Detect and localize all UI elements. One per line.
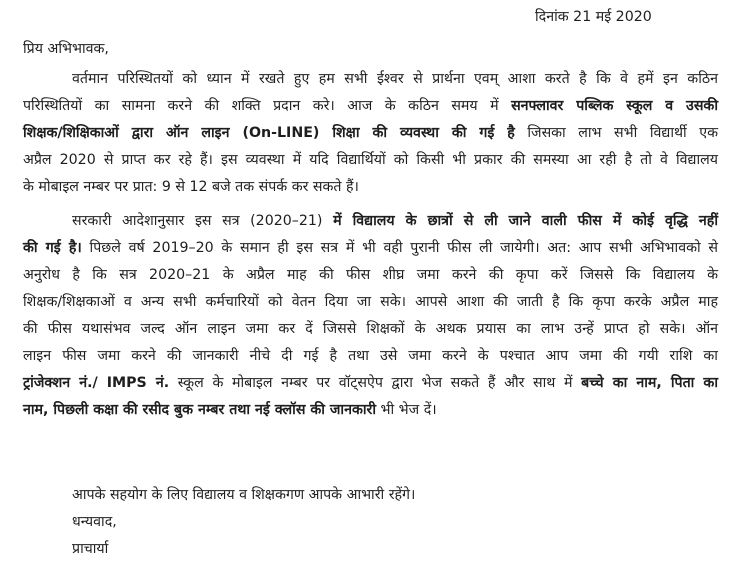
para2-line2 — [23, 235, 718, 262]
closing-thanks: आपके सहयोग के लिए विद्यालय व शिक्षकगण आपके आभारी रहेंगे। — [72, 487, 416, 503]
para2-line1 — [72, 208, 718, 235]
salutation: प्रिय अभिभावक, — [23, 41, 109, 57]
para2-line8 — [23, 397, 718, 424]
para1-line5: के मोबाइल नम्बर पर प्रात: 9 से 12 बजे तक संपर्क कर सकते हैं। — [23, 179, 359, 195]
para1-line2-text: परिस्थितियों का सामना करने की शक्ति प्रदान करे। आज के कठिन समय में — [23, 98, 512, 114]
para2-line1-text: सरकारी आदेशानुसार इस सत्र (2020–21) — [72, 213, 334, 229]
transaction-number-label: ट्रांजेक्शन नं./ IMPS नं. — [23, 375, 170, 391]
student-details-label: बच्चे का नाम, पिता का — [581, 375, 718, 391]
para2-line3: अनुरोध है कि सत्र 2020–21 के अप्रैल माह की फीस शीघ्र जमा करने की कृपा करें जिससे कि विद्यालय के — [23, 267, 718, 283]
para2-line7 — [23, 370, 718, 397]
school-name: सनफ्लावर पब्लिक स्कूल व उसकी — [511, 98, 718, 114]
para1-line3-text: जिसका लाभ सभी विद्यार्थी एक — [514, 125, 718, 141]
no-fee-increase-end: की गई है। — [23, 240, 82, 256]
para1-line2 — [23, 93, 718, 120]
letter-date: दिनांक 21 मई 2020 — [535, 9, 652, 25]
para2-line4: शिक्षक/शिक्षकाओं व अन्य सभी कर्मचारियों को वेतन दिया जा सके। आपसे आशा की जाती है कि कृपा करके अप्रैल माह — [23, 294, 718, 310]
para2-line6: लाइन फीस जमा करने की जानकारी नीचे दी गई है तथा उसे जमा करने के पश्चात आप जमा की गयी राशि का — [23, 348, 718, 364]
para2-line2-text: पिछले वर्ष 2019–20 के समान ही इस सत्र में भी वही पुरानी फीस ली जायेगी। अत: आप सभी अभिभावको से — [81, 240, 718, 256]
online-education-statement: शिक्षक/शिक्षिकाओं द्वारा ऑन लाइन (On-LINE) शिक्षा की व्यवस्था की गई है — [23, 125, 515, 141]
para2-line7-text: स्कूल के मोबाइल नम्बर पर वॉट्सऐप द्वारा भेज सकते हैं और साथ में — [169, 375, 582, 391]
para2-line5: की फीस यथासंभव जल्द ऑन लाइन जमा कर दें जिससे शिक्षकों के अथक प्रयास का लाभ उन्हें प्राप्त हो सके। ऑन — [23, 321, 718, 337]
para1-line3 — [23, 120, 718, 147]
closing-regards: धन्यवाद, — [72, 514, 117, 530]
no-fee-increase-statement: में विद्यालय के छात्रों से ली जाने वाली फीस में कोई वृद्धि नहीं — [333, 213, 719, 229]
class-details-label: नाम, पिछली कक्षा की रसीद बुक नम्बर तथा नई क्लॉस की जानकारी — [23, 402, 377, 418]
signature: प्राचार्या — [72, 541, 109, 557]
para2-line8-text: भी भेज दें। — [376, 402, 437, 418]
para1-line4: अप्रैल 2020 से प्राप्त कर रहे हैं। इस व्यवस्था में यदि विद्यार्थियों को किसी भी प्रकार की समस्या आ रही है तो वे विद्यालय — [23, 152, 718, 168]
para1-line1: वर्तमान परिस्थितयों को ध्यान में रखते हुए हम सभी ईश्वर से प्रार्थना एवम् आशा करते है कि वे हमें इन कठिन — [72, 71, 718, 87]
